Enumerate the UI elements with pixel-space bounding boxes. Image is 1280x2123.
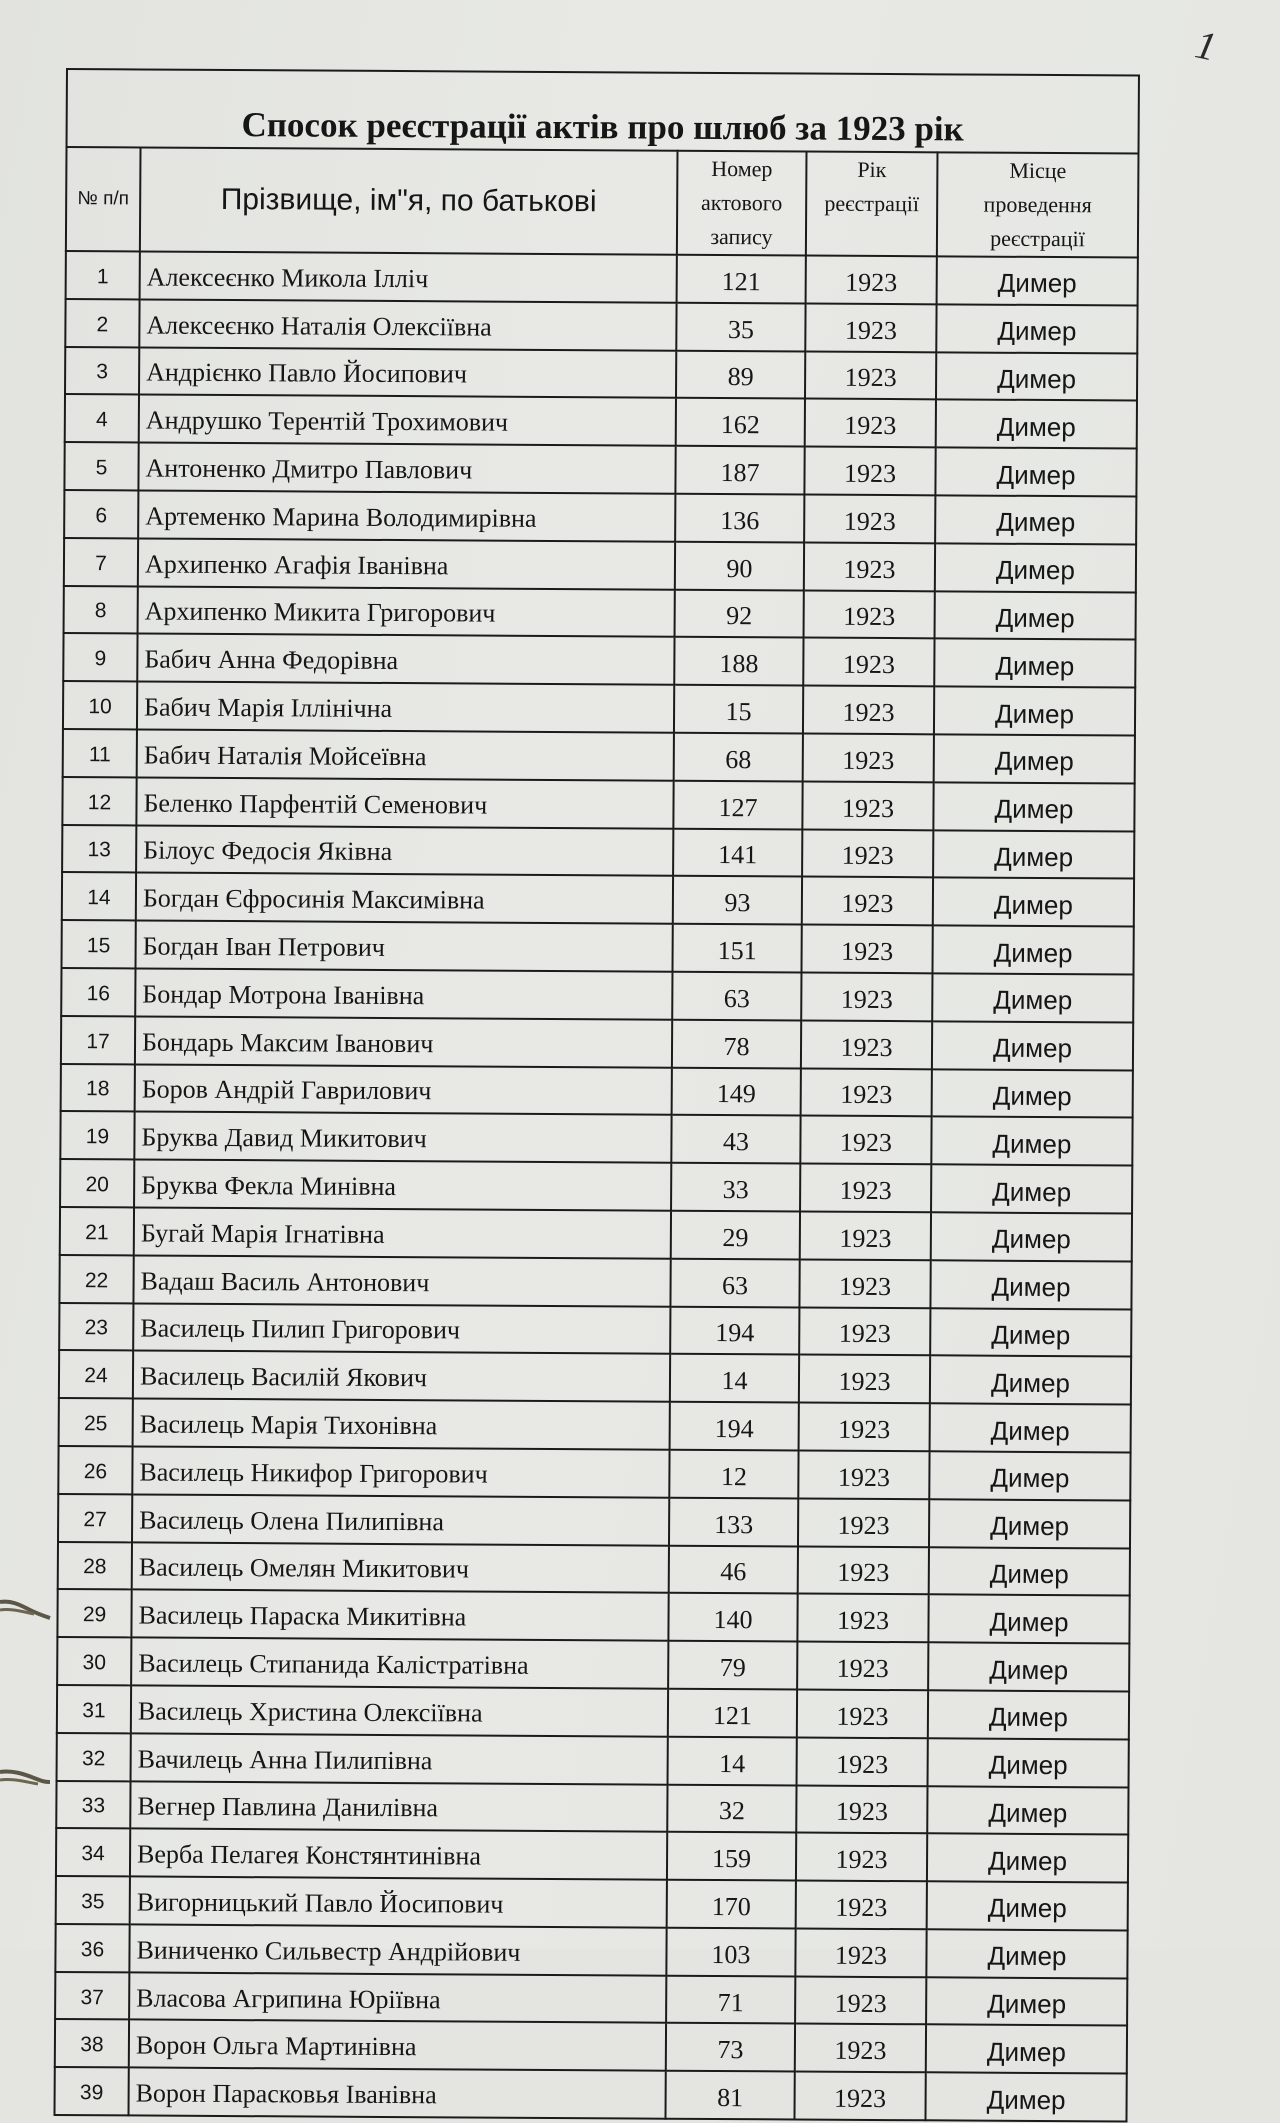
binding-thread-icon bbox=[0, 1762, 52, 1792]
registration-year: 1923 bbox=[799, 1307, 930, 1356]
person-name: Богдан Єфросинія Максимівна bbox=[136, 873, 673, 924]
registration-year: 1923 bbox=[797, 1689, 928, 1738]
registration-place: Димер bbox=[932, 1069, 1133, 1118]
registration-year: 1923 bbox=[801, 925, 932, 974]
registration-place: Димер bbox=[929, 1451, 1130, 1500]
registration-place: Димер bbox=[928, 1642, 1129, 1691]
table-row bbox=[59, 1398, 1131, 1452]
record-number: 12 bbox=[669, 1450, 798, 1499]
table-row bbox=[61, 1016, 1133, 1070]
registration-place: Димер bbox=[927, 1881, 1128, 1930]
registration-place: Димер bbox=[931, 1117, 1132, 1166]
registration-year: 1923 bbox=[801, 1068, 932, 1117]
registration-year: 1923 bbox=[795, 1976, 926, 2025]
document-title: Спосок реєстрації актів про шлюб за 1923 рік bbox=[67, 69, 1139, 154]
registration-place: Димер bbox=[933, 878, 1134, 927]
person-name: Бабич Марія Іллінічна bbox=[137, 682, 674, 733]
row-number: 28 bbox=[58, 1541, 132, 1589]
row-number: 7 bbox=[64, 538, 138, 586]
record-number: 121 bbox=[677, 255, 806, 304]
table-row bbox=[59, 1255, 1131, 1309]
table-row bbox=[54, 2067, 1126, 2121]
table-row bbox=[56, 1828, 1128, 1882]
table-row bbox=[57, 1685, 1129, 1739]
row-number: 8 bbox=[64, 586, 138, 634]
record-number: 187 bbox=[675, 446, 804, 495]
table-row bbox=[62, 777, 1134, 831]
registration-place: Димер bbox=[934, 686, 1135, 735]
person-name: Виниченко Сильвестр Андрійович bbox=[129, 1924, 666, 1975]
record-number: 103 bbox=[666, 1928, 795, 1977]
registration-place: Димер bbox=[927, 1834, 1128, 1883]
table-row bbox=[59, 1350, 1131, 1404]
registration-place: Димер bbox=[926, 2025, 1127, 2074]
row-number: 30 bbox=[57, 1637, 131, 1685]
registration-year: 1923 bbox=[798, 1546, 929, 1595]
row-number: 1 bbox=[66, 251, 140, 299]
registration-year: 1923 bbox=[800, 1211, 931, 1260]
record-number: 127 bbox=[673, 780, 802, 829]
record-number: 32 bbox=[667, 1784, 796, 1833]
row-number: 21 bbox=[60, 1207, 134, 1255]
binding-thread-icon bbox=[0, 1594, 52, 1624]
record-number: 188 bbox=[674, 637, 803, 686]
row-number: 32 bbox=[57, 1733, 131, 1781]
row-number: 39 bbox=[54, 2067, 128, 2115]
row-number: 16 bbox=[61, 968, 135, 1016]
table-row bbox=[63, 681, 1135, 735]
person-name: Бруква Давид Микитович bbox=[134, 1112, 671, 1163]
registration-year: 1923 bbox=[796, 1833, 927, 1882]
table-row bbox=[61, 1064, 1133, 1118]
registration-year: 1923 bbox=[806, 256, 937, 305]
person-name: Бугай Марія Ігнатівна bbox=[134, 1207, 671, 1258]
marriage-registry-table bbox=[53, 68, 1139, 2123]
registration-place: Димер bbox=[935, 495, 1136, 544]
record-number: 159 bbox=[667, 1832, 796, 1881]
table-row bbox=[63, 729, 1135, 783]
person-name: Василець Христина Олексіївна bbox=[131, 1685, 668, 1736]
row-number: 33 bbox=[56, 1780, 130, 1828]
registration-year: 1923 bbox=[801, 1020, 932, 1069]
person-name: Василець Никифор Григорович bbox=[132, 1446, 669, 1497]
person-name: Ворон Ольга Мартинівна bbox=[129, 2020, 666, 2071]
person-name: Вигорницький Павло Йосипович bbox=[130, 1877, 667, 1928]
table-row bbox=[64, 538, 1136, 592]
registration-place: Димер bbox=[936, 304, 1137, 353]
registration-place: Димер bbox=[936, 400, 1137, 449]
record-number: 14 bbox=[668, 1736, 797, 1785]
person-name: Антоненко Дмитро Павлович bbox=[138, 443, 675, 494]
row-number: 6 bbox=[64, 490, 138, 538]
table-row bbox=[64, 490, 1136, 544]
row-number: 23 bbox=[59, 1303, 133, 1351]
row-number: 29 bbox=[57, 1589, 131, 1637]
registration-year: 1923 bbox=[802, 877, 933, 926]
registration-place: Димер bbox=[930, 1308, 1131, 1357]
record-number: 149 bbox=[672, 1067, 801, 1116]
registration-year: 1923 bbox=[799, 1355, 930, 1404]
person-name: Бондарь Максим Іванович bbox=[135, 1016, 672, 1067]
registration-year: 1923 bbox=[799, 1403, 930, 1452]
registration-year: 1923 bbox=[798, 1450, 929, 1499]
record-number: 93 bbox=[673, 876, 802, 925]
record-number: 162 bbox=[676, 398, 805, 447]
registration-place: Димер bbox=[937, 256, 1138, 305]
registration-year: 1923 bbox=[796, 1785, 927, 1834]
record-number: 194 bbox=[670, 1402, 799, 1451]
table-row bbox=[66, 251, 1138, 305]
header-year: Рік реєстрації bbox=[806, 152, 938, 257]
person-name: Архипенко Микита Григорович bbox=[138, 586, 675, 637]
row-number: 10 bbox=[63, 681, 137, 729]
row-number: 26 bbox=[58, 1446, 132, 1494]
record-number: 33 bbox=[671, 1163, 800, 1212]
table-row bbox=[57, 1733, 1129, 1787]
record-number: 151 bbox=[672, 924, 801, 973]
registration-year: 1923 bbox=[804, 495, 935, 544]
person-name: Василець Стипанида Калістратівна bbox=[131, 1638, 668, 1689]
row-number: 31 bbox=[57, 1685, 131, 1733]
table-row bbox=[60, 1159, 1132, 1213]
registration-year: 1923 bbox=[803, 686, 934, 735]
record-number: 79 bbox=[668, 1641, 797, 1690]
registration-year: 1923 bbox=[802, 829, 933, 878]
person-name: Білоус Федосія Яківна bbox=[136, 825, 673, 876]
person-name: Вегнер Павлина Данилівна bbox=[130, 1781, 667, 1832]
registration-place: Димер bbox=[926, 1929, 1127, 1978]
table-row bbox=[65, 394, 1137, 448]
registration-year: 1923 bbox=[804, 590, 935, 639]
registration-year: 1923 bbox=[801, 972, 932, 1021]
table-row bbox=[55, 2019, 1127, 2073]
record-number: 15 bbox=[674, 685, 803, 734]
row-number: 18 bbox=[61, 1064, 135, 1112]
table-row bbox=[63, 633, 1135, 687]
row-number: 22 bbox=[59, 1255, 133, 1303]
person-name: Алексеєнко Наталія Олексіївна bbox=[139, 299, 676, 350]
table-row bbox=[58, 1494, 1130, 1548]
record-number: 63 bbox=[672, 972, 801, 1021]
table-row bbox=[62, 825, 1134, 879]
person-name: Бруква Фекла Минівна bbox=[134, 1160, 671, 1211]
registration-place: Димер bbox=[932, 925, 1133, 974]
person-name: Андрієнко Павло Йосипович bbox=[139, 347, 676, 398]
row-number: 34 bbox=[56, 1828, 130, 1876]
person-name: Беленко Парфентій Семенович bbox=[136, 777, 673, 828]
registration-place: Димер bbox=[928, 1738, 1129, 1787]
registration-year: 1923 bbox=[798, 1498, 929, 1547]
row-number: 4 bbox=[65, 394, 139, 442]
row-number: 17 bbox=[61, 1016, 135, 1064]
registration-year: 1923 bbox=[795, 1928, 926, 1977]
registration-year: 1923 bbox=[800, 1116, 931, 1165]
row-number: 24 bbox=[59, 1350, 133, 1398]
registration-place: Димер bbox=[933, 830, 1134, 879]
registration-place: Димер bbox=[932, 1021, 1133, 1070]
row-number: 5 bbox=[64, 442, 138, 490]
person-name: Андрушко Терентій Трохимович bbox=[139, 395, 676, 446]
person-name: Алексеєнко Микола Ілліч bbox=[140, 251, 677, 302]
registration-year: 1923 bbox=[802, 781, 933, 830]
registration-place: Димер bbox=[930, 1356, 1131, 1405]
table-row bbox=[64, 586, 1136, 640]
table-row bbox=[56, 1876, 1128, 1930]
person-name: Бондар Мотрона Іванівна bbox=[135, 968, 672, 1019]
registration-place: Димер bbox=[925, 2073, 1126, 2122]
row-number: 13 bbox=[62, 825, 136, 873]
record-number: 90 bbox=[675, 542, 804, 591]
registration-year: 1923 bbox=[804, 447, 935, 496]
table-row bbox=[62, 872, 1134, 926]
registration-place: Димер bbox=[933, 782, 1134, 831]
registration-place: Димер bbox=[930, 1403, 1131, 1452]
header-place: Місце проведення реєстрації bbox=[937, 152, 1139, 257]
header-row bbox=[66, 147, 1139, 258]
person-name: Вачилець Анна Пилипівна bbox=[131, 1733, 668, 1784]
registration-place: Димер bbox=[931, 1212, 1132, 1261]
person-name: Василець Омелян Микитович bbox=[132, 1542, 669, 1593]
registration-year: 1923 bbox=[797, 1642, 928, 1691]
row-number: 9 bbox=[63, 633, 137, 681]
registration-place: Димер bbox=[935, 448, 1136, 497]
registration-place: Димер bbox=[928, 1595, 1129, 1644]
registration-year: 1923 bbox=[794, 2072, 925, 2121]
record-number: 121 bbox=[668, 1689, 797, 1738]
record-number: 194 bbox=[670, 1306, 799, 1355]
handwritten-page-number: 1 bbox=[1191, 21, 1221, 70]
record-number: 43 bbox=[671, 1115, 800, 1164]
registration-place: Димер bbox=[936, 352, 1137, 401]
registration-year: 1923 bbox=[803, 733, 934, 782]
registration-year: 1923 bbox=[800, 1164, 931, 1213]
row-number: 11 bbox=[63, 729, 137, 777]
registration-place: Димер bbox=[929, 1547, 1130, 1596]
person-name: Архипенко Агафія Іванівна bbox=[138, 538, 675, 589]
table-row bbox=[60, 1111, 1132, 1165]
row-number: 20 bbox=[60, 1159, 134, 1207]
record-number: 14 bbox=[670, 1354, 799, 1403]
person-name: Бабич Наталія Мойсеївна bbox=[137, 729, 674, 780]
registration-place: Димер bbox=[929, 1499, 1130, 1548]
registration-place: Димер bbox=[927, 1786, 1128, 1835]
header-no: № п/п bbox=[66, 147, 141, 251]
record-number: 78 bbox=[672, 1019, 801, 1068]
person-name: Ворон Парасковья Іванівна bbox=[128, 2068, 665, 2119]
person-name: Боров Андрій Гаврилович bbox=[135, 1064, 672, 1115]
record-number: 35 bbox=[676, 303, 805, 352]
row-number: 35 bbox=[56, 1876, 130, 1924]
registration-year: 1923 bbox=[796, 1881, 927, 1930]
registration-place: Димер bbox=[931, 1164, 1132, 1213]
person-name: Бабич Анна Федорівна bbox=[137, 634, 674, 685]
record-number: 170 bbox=[667, 1880, 796, 1929]
table-row bbox=[58, 1446, 1130, 1500]
person-name: Богдан Іван Петрович bbox=[136, 921, 673, 972]
registration-year: 1923 bbox=[804, 542, 935, 591]
row-number: 38 bbox=[55, 2019, 129, 2067]
registration-place: Димер bbox=[935, 591, 1136, 640]
header-record-number: Номер актового запису bbox=[677, 151, 807, 256]
record-number: 89 bbox=[676, 350, 805, 399]
table-row bbox=[59, 1303, 1131, 1357]
registration-place: Димер bbox=[932, 973, 1133, 1022]
header-name: Прізвище, ім"я, по батькові bbox=[140, 147, 678, 254]
table-row bbox=[65, 347, 1137, 401]
table-row bbox=[57, 1637, 1129, 1691]
record-number: 141 bbox=[673, 828, 802, 877]
row-number: 12 bbox=[62, 777, 136, 825]
record-number: 81 bbox=[665, 2071, 794, 2120]
registration-place: Димер bbox=[926, 1977, 1127, 2026]
row-number: 27 bbox=[58, 1494, 132, 1542]
row-number: 25 bbox=[59, 1398, 133, 1446]
table-row bbox=[62, 920, 1134, 974]
record-number: 133 bbox=[669, 1497, 798, 1546]
table-row bbox=[56, 1780, 1128, 1834]
record-number: 29 bbox=[671, 1211, 800, 1260]
row-number: 3 bbox=[65, 347, 139, 395]
person-name: Василець Марія Тихонівна bbox=[133, 1399, 670, 1450]
person-name: Власова Агрипина Юріївна bbox=[129, 1972, 666, 2023]
table-row bbox=[60, 1207, 1132, 1261]
registration-year: 1923 bbox=[805, 399, 936, 448]
record-number: 68 bbox=[674, 733, 803, 782]
person-name: Василець Олена Пилипівна bbox=[132, 1494, 669, 1545]
table-row bbox=[57, 1589, 1129, 1643]
record-number: 46 bbox=[669, 1545, 798, 1594]
record-number: 136 bbox=[675, 494, 804, 543]
table-row bbox=[58, 1541, 1130, 1595]
record-number: 92 bbox=[675, 589, 804, 638]
table-row bbox=[65, 299, 1137, 353]
row-number: 36 bbox=[55, 1924, 129, 1972]
registration-year: 1923 bbox=[805, 351, 936, 400]
registration-year: 1923 bbox=[805, 303, 936, 352]
person-name: Вадаш Василь Антонович bbox=[133, 1255, 670, 1306]
person-name: Артеменко Марина Володимирівна bbox=[138, 490, 675, 541]
person-name: Василець Василій Якович bbox=[133, 1351, 670, 1402]
registration-year: 1923 bbox=[795, 2024, 926, 2073]
table-row bbox=[55, 1972, 1127, 2026]
registration-year: 1923 bbox=[797, 1737, 928, 1786]
registration-year: 1923 bbox=[803, 638, 934, 687]
record-number: 63 bbox=[670, 1258, 799, 1307]
registration-place: Димер bbox=[930, 1260, 1131, 1309]
person-name: Василець Параска Микитівна bbox=[131, 1590, 668, 1641]
registration-place: Димер bbox=[934, 639, 1135, 688]
table-row bbox=[64, 442, 1136, 496]
person-name: Верба Пелагея Констянтинівна bbox=[130, 1829, 667, 1880]
person-name: Василець Пилип Григорович bbox=[133, 1303, 670, 1354]
row-number: 2 bbox=[65, 299, 139, 347]
table-row bbox=[55, 1924, 1127, 1978]
row-number: 15 bbox=[62, 920, 136, 968]
registration-place: Димер bbox=[928, 1690, 1129, 1739]
row-number: 19 bbox=[60, 1111, 134, 1159]
row-number: 14 bbox=[62, 872, 136, 920]
registration-place: Димер bbox=[935, 543, 1136, 592]
record-number: 140 bbox=[668, 1593, 797, 1642]
table-row bbox=[61, 968, 1133, 1022]
registration-place: Димер bbox=[934, 734, 1135, 783]
record-number: 71 bbox=[666, 1975, 795, 2024]
row-number: 37 bbox=[55, 1972, 129, 2020]
title-row bbox=[67, 69, 1139, 154]
registration-year: 1923 bbox=[797, 1594, 928, 1643]
registration-year: 1923 bbox=[799, 1259, 930, 1308]
table-body bbox=[54, 251, 1137, 2122]
record-number: 73 bbox=[666, 2023, 795, 2072]
